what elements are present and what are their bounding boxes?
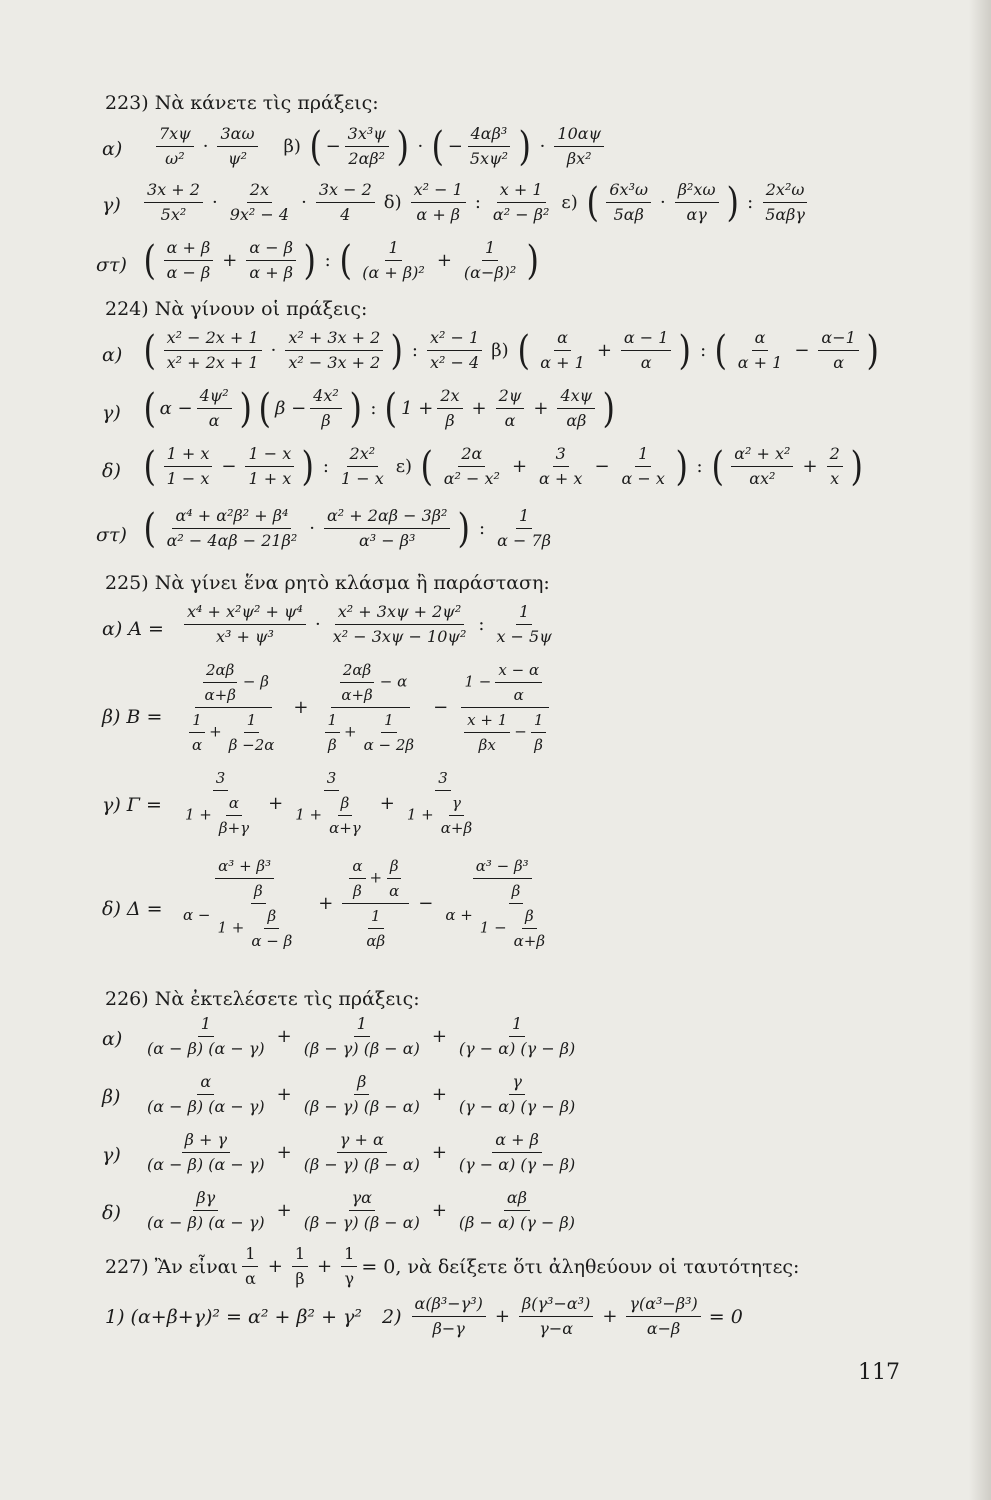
fraction: $\frac{x + 1}{\text{α² − β²}}$: [492, 180, 550, 224]
fraction: $\frac{2x}{\text{9x² − 4}}$: [229, 180, 290, 224]
fraction: $\frac{\text{β²xω}}{\alpha\gamma}$: [675, 180, 719, 225]
fraction: $\frac{\alpha}{\beta+\gamma}$: [218, 794, 250, 837]
fraction: $\frac{\text{4αβ³}}{\text{5xψ²}}$: [467, 124, 511, 169]
fraction: 3 1 + $\frac{\gamma}{\alpha+\beta}$: [404, 768, 482, 838]
fraction: $\frac{2\alpha\beta}{\alpha+\beta}$ − α $\frac{1}{\beta}$ + $\frac{1}{\alpha - 2\beta}$: [318, 660, 425, 755]
fraction: $\frac{10\alpha\psi}{\text{βx²}}$: [554, 124, 604, 169]
fraction: $\frac{\beta}{(\beta - \gamma) (\beta - \alpha)}$: [303, 1072, 420, 1116]
fraction: $\frac{\text{x² + 3x + 2}}{\text{x² − 3x + 2}}$: [285, 328, 383, 373]
fraction: $\frac{\text{3x³ψ}}{\text{2αβ²}}$: [345, 124, 389, 169]
fraction: $\frac{\text{α² + 2αβ − 3β²}}{\text{α³ − β³}}$: [324, 506, 450, 551]
fraction: $\frac{1 + x}{1 - x}$: [164, 444, 213, 489]
fraction: $\frac{\alpha}{\alpha + 1}$: [737, 328, 783, 372]
fraction: $\frac{1 - x}{1 + x}$: [245, 444, 294, 489]
fraction: $\frac{\beta}{\alpha - \beta}$: [251, 907, 293, 950]
fraction: $\frac{x + 1}{\beta x}$: [464, 710, 510, 755]
fraction: $\frac{1}{\text{(α + β)²}}$: [362, 238, 425, 282]
fraction: $\frac{2\psi}{\alpha}$: [496, 386, 525, 431]
fraction: $\frac{\text{α² + x²}}{\text{αx²}}$: [731, 444, 793, 489]
fraction: $\frac{2}{x}$: [827, 444, 843, 489]
exercise-227-prefix: 227) Ἂν εἶναι: [105, 1255, 238, 1278]
fraction: $\frac{1}{(\alpha - \beta) (\alpha - \gamma)}$: [147, 1014, 265, 1058]
fraction: $\frac{3x + 2}{\text{5x²}}$: [144, 180, 203, 225]
fraction: $\frac{2\alpha\beta}{\alpha+\beta}$: [341, 661, 373, 704]
ex227-row: 227) Ἂν εἶναι $\frac{1}{\alpha}$ + $\frac{1}{\beta}$ + $\frac{1}{\gamma}$ = 0, νὰ δείξετε ὅτι ἀληθεύουν οἱ ταυτότητες:: [105, 1244, 800, 1288]
exercise-224-title: 224) Νὰ γίνουν οἱ πράξεις:: [105, 298, 368, 320]
fraction: $\frac{\alpha}{\beta}$: [349, 856, 365, 901]
fraction: $\frac{4x\psi}{\alpha\beta}$: [557, 386, 595, 431]
fraction: $\frac{\alpha\beta}{(\beta - \alpha) (\gamma - \beta)}$: [458, 1188, 575, 1232]
fraction: $\frac{1}{x - 5\psi}$: [496, 602, 552, 646]
fraction: $\frac{\text{x⁴ + x²ψ² + ψ⁴}}{\text{x³ + ψ³}}$: [184, 602, 306, 647]
fraction: $\frac{2\alpha\beta}{\alpha+\beta}$ − β $\frac{1}{\alpha}$ + $\frac{1}{\beta -2\alpha}$: [182, 660, 284, 755]
fraction: $\frac{\beta + \gamma}{(\alpha - \beta) (\alpha - \gamma)}$: [147, 1130, 265, 1174]
fraction: $\frac{\alpha}{\beta}$ + $\frac{\beta}{\alpha}$ $\frac{1}{\alpha\beta}$: [342, 856, 409, 951]
fraction: $\frac{1}{\text{(α−β)²}}$: [463, 238, 517, 282]
fraction: $\frac{1}{\alpha - 7\beta}$: [497, 506, 551, 550]
fraction: $\frac{\text{α⁴ + α²β² + β⁴}}{\text{α² − 4αβ − 21β²}}$: [166, 506, 298, 550]
fraction: $\frac{\text{2x²}}{1 - x}$: [340, 444, 384, 488]
fraction: $\frac{\text{2x²ω}}{\text{5αβγ}}$: [762, 180, 808, 225]
fraction: $\frac{\text{γ(α³−β³)}}{\alpha-\beta}$: [626, 1294, 700, 1339]
fraction: $\frac{1}{\alpha\beta}$: [366, 907, 386, 950]
fraction: $\frac{1}{\alpha - x}$: [621, 444, 665, 488]
ex227-identities: 1) (α+β+γ)² = α² + β² + γ² 2) $\frac{\text{α(β³−γ³)}}{\beta-\gamma}$ + $\frac{\text{β(γ³−α³)}}{\gamma-\alpha}$ + $\frac{\text{γ(α³−β³)}}{\alpha-\beta}$ = 0: [105, 1294, 743, 1338]
fraction: $\frac{3}{\alpha + x}$: [539, 444, 583, 488]
textbook-page: 223) Νὰ κάνετε τὶς πράξεις: α) $\frac{7x\psi}{\text{ω²}}$ · $\frac{3\alpha\omega}{\text{ψ²}}$ β) ( − $\frac{\text{3x³ψ}}{\text{2αβ²}}$ ) · ( − $\frac{\text{4αβ³}}{\text{5xψ²}}$ ) · $\frac{10\alpha\psi}{\text{βx²}}$ γ) $\frac{3x + 2}{\text{5x²}}$ · $\frac{2x}{\text{9x² − 4}}$ · $\frac{3x - 2}{4}$ δ) $\frac{\text{x² − 1}}{\alpha + \beta}$ : $\frac{x + 1}{\text{α² − β²}}$ ε) ( $\frac{\text{6x³ω}}{5\alpha\beta}$ · $\frac{\text{β²xω}}{\alpha\gamma}$ ) : $\frac{\text{2x²ω}}{\text{5αβγ}}$ στ) ( $\frac{\alpha + \beta}{\alpha - \beta}$ + $\frac{\alpha - \beta}{\alpha + \beta}$ ) : ( $\frac{1}{\text{(α + β)²}}$ + $\frac{1}{\text{(α−β)²}}$ ) 224) Νὰ γίνουν οἱ πράξεις: α) ( $\frac{\text{x² − 2x + 1}}{\text{x² + 2x + 1}}$ · $\frac{\text{x² + 3x + 2}}{\text{x² − 3x + 2}}$ ) : $\frac{\text{x² − 1}}{\text{x² − 4}}$ β) ( $\frac{\alpha}{\alpha + 1}$ + $\frac{\alpha - 1}{\alpha}$ ) : ( $\frac{\alpha}{\alpha + 1}$ − $\frac{\alpha-1}{\alpha}$ ) γ) ( α − $\frac{\text{4ψ²}}{\alpha}$ ) ( β − $\frac{\text{4x²}}{\beta}$ ) : ( 1 + $\frac{2x}{\beta}$ + $\frac{2\psi}{\alpha}$ + $\frac{4x\psi}{\alpha\beta}$ ) δ) ( $\frac{1 + x}{1 - x}$ − $\frac{1 - x}{1 + x}$ ) : $\frac{\text{2x²}}{1 - x}$ ε) ( $\frac{2\alpha}{\text{α² − x²}}$ + $\frac{3}{\alpha + x}$ − $\frac{1}{\alpha - x}$ ) : ( $\frac{\text{α² + x²}}{\text{αx²}}$ + $\frac{2}{x}$ ) στ) ( $\frac{\text{α⁴ + α²β² + β⁴}}{\text{α² − 4αβ − 21β²}}$ · $\frac{\text{α² + 2αβ − 3β²}}{\text{α³ − β³}}$ ) : $\frac{1}{\alpha - 7\beta}$ 225) Νὰ γίνει ἕνα ρητὸ κλάσμα ἢ παράσταση: α) A = $\frac{\text{x⁴ + x²ψ² + ψ⁴}}{\text{x³ + ψ³}}$ · $\frac{\text{x² + 3xψ + 2ψ²}}{\text{x² − 3xψ − 10ψ²}}$ : $\frac{1}{x - 5\psi}$ β) B = $\frac{2\alpha\beta}{\alpha+\beta}$ − β $\frac{1}{\alpha}$ + $\frac{1}{\beta -2\alpha}$ + $\frac{2\alpha\beta}{\alpha+\beta}$ − α $\frac{1}{\beta}$ + $\frac{1}{\alpha - 2\beta}$ − 1 − $\frac{x - \alpha}{\alpha}$ $\frac{x + 1}{\beta x}$ − $\frac{1}{\beta}$ γ) Γ = 3 1 + $\frac{\alpha}{\beta+\gamma}$ + 3 1 + $\frac{\beta}{\alpha+\gamma}$ + 3 1 + $\frac{\gamma}{\alpha+\beta}$ δ) Δ = α³ + β³ α − β 1 + $\frac{\beta}{\alpha - \beta}$ + $\frac{\alpha}{\beta}$ + $\frac{\beta}{\alpha}$ $\frac{1}{\alpha\beta}$ − α³ − β³ α + β 1 − $\frac{\beta}{\alpha+\beta}$ 226) Νὰ ἐκτελέσετε τὶς πράξεις: α) $\frac{1}{(\alpha - \beta) (\alpha - \gamma)}$ + $\frac{1}{(\beta - \gamma) (\beta - \alpha)}$ + $\frac{1}{(\gamma - \alpha) (\gamma - \beta)}$ β) $\frac{\alpha}{(\alpha - \beta) (\alpha - \gamma)}$ + $\frac{\beta}{(\beta - \gamma) (\beta - \alpha)}$ + $\frac{\gamma}{(\gamma - \alpha) (\gamma - \beta)}$ γ) $\frac{\beta + \gamma}{(\alpha - \beta) (\alpha - \gamma)}$ + $\frac{\gamma + \alpha}{(\beta - \gamma) (\beta - \alpha)}$ + $\frac{\alpha + \beta}{(\gamma - \alpha) (\gamma - \beta)}$ δ) $\frac{\beta\gamma}{(\alpha - \beta) (\alpha - \gamma)}$ + $\frac{\gamma\alpha}{(\beta - \gamma) (\beta - \alpha)}$ + $\frac{\alpha\beta}{(\beta - \alpha) (\gamma - \beta)}$ 227) Ἂν εἶναι $\frac{1}{\alpha}$ + $\frac{1}{\beta}$ + $\frac{1}{\gamma}$ = 0, νὰ δείξετε ὅτι ἀληθεύουν οἱ ταυτότητες: 1) (α+β+γ)² = α² + β² + γ² 2) $\frac{\text{α(β³−γ³)}}{\beta-\gamma}$ + $\frac{\text{β(γ³−α³)}}{\gamma-\alpha}$ + $\frac{\text{γ(α³−β³)}}{\alpha-\beta}$ = 0 117: [0, 0, 991, 1500]
fraction: $\frac{\alpha + \beta}{\alpha - \beta}$: [164, 238, 214, 283]
fraction: $\frac{\text{x² − 1}}{\alpha + \beta}$: [411, 180, 466, 225]
fraction: $\frac{1}{\beta}$: [292, 1244, 308, 1289]
fraction: $\frac{\alpha + \beta}{(\gamma - \alpha) (\gamma - \beta)}$: [458, 1130, 576, 1174]
fraction: $\frac{\alpha-1}{\alpha}$: [818, 328, 858, 373]
fraction: $\frac{\gamma}{(\gamma - \alpha) (\gamma - \beta)}$: [458, 1072, 576, 1116]
exercise-225-title: 225) Νὰ γίνει ἕνα ρητὸ κλάσμα ἢ παράσταση:: [105, 572, 550, 594]
exercise-226-title: 226) Νὰ ἐκτελέσετε τὶς πράξεις:: [105, 988, 420, 1010]
fraction: $\frac{\text{4x²}}{\beta}$: [310, 386, 342, 431]
fraction: $\frac{\text{β(γ³−α³)}}{\gamma-\alpha}$: [519, 1294, 593, 1339]
fraction: $\frac{1}{\beta}$: [531, 710, 547, 755]
fraction: $\frac{x - \alpha}{\alpha}$: [495, 660, 542, 705]
fraction: $\frac{\alpha - \beta}{\alpha + \beta}$: [246, 238, 296, 283]
fraction: $\frac{\text{6x³ω}}{5\alpha\beta}$: [606, 180, 651, 225]
fraction: α³ + β³ α − β 1 + $\frac{\beta}{\alpha - \beta}$: [180, 856, 309, 951]
fraction: $\frac{\text{x² + 3xψ + 2ψ²}}{\text{x² − 3xψ − 10ψ²}}$: [332, 602, 467, 646]
fraction: $\frac{\alpha}{(\alpha - \beta) (\alpha - \gamma)}$: [147, 1072, 265, 1116]
page-number: 117: [858, 1360, 900, 1385]
fraction: $\frac{3x - 2}{4}$: [316, 180, 375, 225]
fraction: 3 1 + $\frac{\alpha}{\beta+\gamma}$: [182, 768, 259, 838]
fraction: $\frac{2\alpha}{\text{α² − x²}}$: [443, 444, 500, 488]
fraction: $\frac{\beta}{\alpha}$: [386, 856, 402, 901]
fraction: $\frac{1}{\beta}$: [325, 710, 341, 755]
fraction: β 1 − $\frac{\beta}{\alpha+\beta}$: [477, 881, 555, 951]
fraction: $\frac{\text{x² − 1}}{\text{x² − 4}}$: [427, 328, 482, 373]
fraction: $\frac{1}{(\gamma - \alpha) (\gamma - \beta)}$: [458, 1014, 576, 1058]
fraction: $\frac{\beta\gamma}{(\alpha - \beta) (\alpha - \gamma)}$: [147, 1188, 265, 1232]
fraction: $\frac{1}{\alpha}$: [242, 1244, 259, 1289]
label-a: α): [102, 138, 123, 160]
fraction: $\frac{7x\psi}{\text{ω²}}$: [156, 124, 194, 169]
fraction: $\frac{\text{4ψ²}}{\alpha}$: [197, 386, 232, 431]
fraction: $\frac{\beta}{\alpha+\beta}$: [513, 907, 546, 950]
fraction: $\frac{3\alpha\omega}{\text{ψ²}}$: [217, 124, 257, 169]
fraction: $\frac{\text{α(β³−γ³)}}{\beta-\gamma}$: [412, 1294, 486, 1339]
fraction: $\frac{1}{\alpha}$: [189, 710, 205, 755]
fraction: $\frac{2\alpha\beta}{\alpha+\beta}$: [204, 661, 236, 704]
fraction: $\frac{1}{\alpha - 2\beta}$: [363, 711, 415, 754]
fraction: $\frac{\gamma + \alpha}{(\beta - \gamma) (\beta - \alpha)}$: [303, 1130, 420, 1174]
identity-1: 1) (α+β+γ)² = α² + β² + γ²: [105, 1305, 363, 1328]
fraction: $\frac{1}{\beta -2\alpha}$: [228, 711, 275, 754]
fraction: $\frac{\gamma\alpha}{(\beta - \gamma) (\beta - \alpha)}$: [303, 1188, 420, 1232]
fraction: 3 1 + $\frac{\beta}{\alpha+\gamma}$: [292, 768, 371, 838]
page-edge: [969, 0, 991, 1500]
fraction: $\frac{\text{x² − 2x + 1}}{\text{x² + 2x + 1}}$: [164, 328, 262, 373]
exercise-223-title: 223) Νὰ κάνετε τὶς πράξεις:: [105, 92, 379, 114]
fraction: $\frac{\alpha - 1}{\alpha}$: [621, 328, 672, 373]
fraction: $\frac{\gamma}{\alpha+\beta}$: [440, 794, 473, 837]
fraction: 1 − $\frac{x - \alpha}{\alpha}$ $\frac{x + 1}{\beta x}$ − $\frac{1}{\beta}$: [457, 660, 553, 755]
fraction: $\frac{\beta}{\alpha+\gamma}$: [329, 794, 361, 837]
fraction: $\frac{2x}{\beta}$: [437, 386, 462, 431]
fraction: $\frac{1}{\gamma}$: [341, 1244, 357, 1289]
fraction: α³ − β³ α + β 1 − $\frac{\beta}{\alpha+\beta}$: [442, 856, 562, 951]
fraction: $\frac{1}{(\beta - \gamma) (\beta - \alpha)}$: [303, 1014, 420, 1058]
fraction: β 1 + $\frac{\beta}{\alpha - \beta}$: [214, 881, 302, 951]
fraction: $\frac{\alpha}{\alpha + 1}$: [540, 328, 585, 372]
